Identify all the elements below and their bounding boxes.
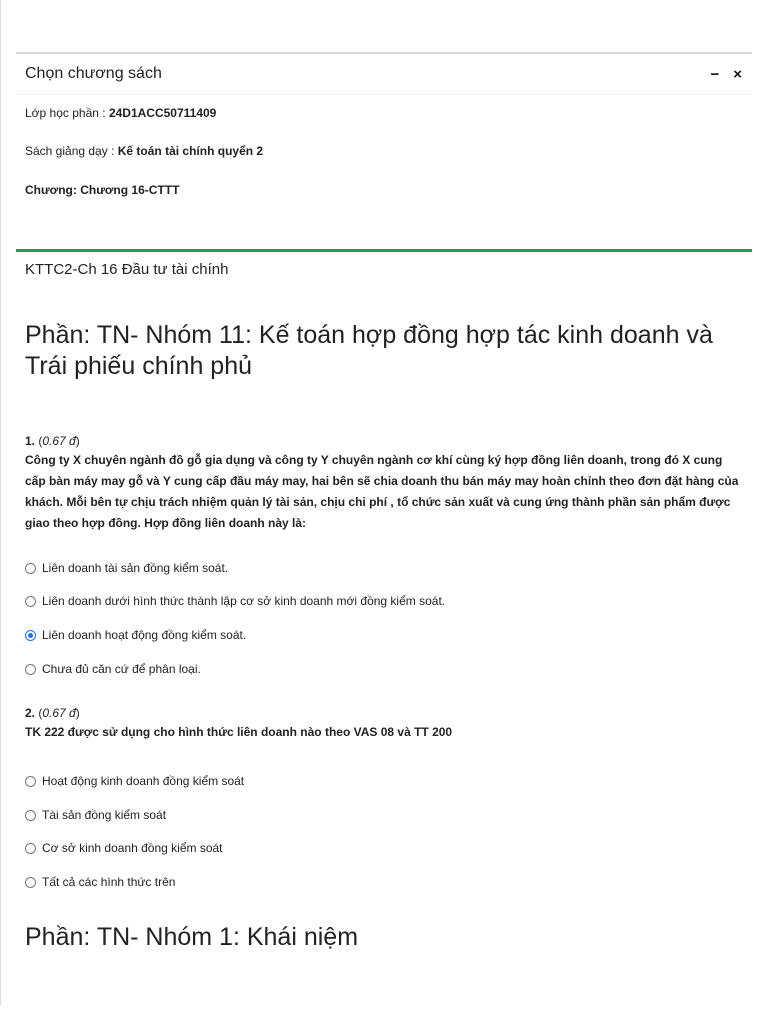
- question-number: 1.: [25, 434, 36, 448]
- option-label: Cơ sở kinh doanh đồng kiểm soát: [42, 841, 223, 855]
- radio-button[interactable]: [25, 776, 36, 787]
- option-label: Liên doanh tài sản đồng kiểm soát.: [42, 561, 229, 575]
- radio-button[interactable]: [25, 843, 36, 854]
- option-label: Hoạt động kinh doanh đồng kiểm soát: [42, 774, 245, 788]
- question-number: 2.: [25, 706, 36, 720]
- class-label: Lớp học phần :: [25, 106, 109, 120]
- radio-button[interactable]: [25, 877, 36, 888]
- option-label: Tài sản đồng kiểm soát: [42, 808, 167, 822]
- chapter-select-panel: [16, 52, 752, 95]
- chapter-value: Chương: Chương 16-CTTT: [25, 183, 180, 197]
- radio-button[interactable]: [25, 810, 36, 821]
- question-text: Công ty X chuyên ngành đồ gỗ gia dụng và công ty Y chuyên ngành cơ khí cùng ký hợp đồng liên doanh, trong đó X cung cấp bàn máy may gỗ và Y cung cấp đầu máy may, hai bên sẽ chia doanh thu bán máy may hoàn chỉnh theo đơn đặt hàng của khách. Mỗi bên tự chịu trách nhiệm quản lý tài sản, chịu chi phí , tổ chức sản xuất và cung ứng thành phần sản phẩm được giao theo hợp đồng. Hợp đồng liên doanh này là:: [25, 453, 739, 530]
- radio-button[interactable]: [25, 596, 36, 607]
- close-icon[interactable]: ×: [733, 65, 742, 83]
- document-title: KTTC2-Ch 16 Đầu tư tài chính: [25, 261, 229, 278]
- section-title: Phần: TN- Nhóm 1: Khái niệm: [25, 923, 359, 951]
- panel-actions: [710, 67, 742, 82]
- answer-option[interactable]: [25, 808, 166, 822]
- option-label: Liên doanh dưới hình thức thành lập cơ sở kinh doanh mới đồng kiểm soát.: [42, 594, 446, 608]
- panel-header: [16, 54, 752, 95]
- chapter-info: [25, 183, 179, 197]
- book-info: [25, 144, 263, 158]
- class-info: [25, 106, 216, 120]
- radio-button[interactable]: [25, 664, 36, 675]
- question-text: TK 222 được sử dụng cho hình thức liên doanh nào theo VAS 08 và TT 200: [25, 725, 453, 739]
- left-border: [0, 0, 1, 1005]
- book-value: Kế toán tài chính quyển 2: [117, 144, 264, 158]
- option-label: Liên doanh hoạt động đồng kiểm soát.: [42, 628, 247, 642]
- option-label: Tất cả các hình thức trên: [42, 875, 176, 889]
- answer-option[interactable]: [25, 875, 175, 889]
- section-title: Phần: TN- Nhóm 11: Kế toán hợp đồng hợp tác kinh doanh và Trái phiếu chính phủ: [25, 321, 713, 380]
- question-header: 1. (0.67 đ): [25, 434, 80, 448]
- answer-option[interactable]: [25, 662, 201, 676]
- option-label: Chưa đủ căn cứ để phân loại.: [42, 662, 201, 676]
- radio-button-selected[interactable]: [25, 630, 36, 641]
- answer-option[interactable]: [25, 774, 244, 788]
- answer-option[interactable]: [25, 841, 223, 855]
- answer-option[interactable]: [25, 628, 246, 642]
- question-header: 2. (0.67 đ): [25, 706, 80, 720]
- answer-option[interactable]: [25, 594, 445, 608]
- minimize-icon[interactable]: −: [710, 65, 720, 83]
- book-label: Sách giảng dạy :: [25, 144, 118, 158]
- answer-option[interactable]: [25, 561, 228, 575]
- radio-button[interactable]: [25, 563, 36, 574]
- panel-title: Chọn chương sách: [25, 65, 162, 82]
- green-divider: [16, 249, 752, 252]
- class-value: 24D1ACC50711409: [108, 106, 217, 120]
- question-points: 0.67 đ: [42, 434, 76, 448]
- question-points: 0.67 đ: [42, 706, 76, 720]
